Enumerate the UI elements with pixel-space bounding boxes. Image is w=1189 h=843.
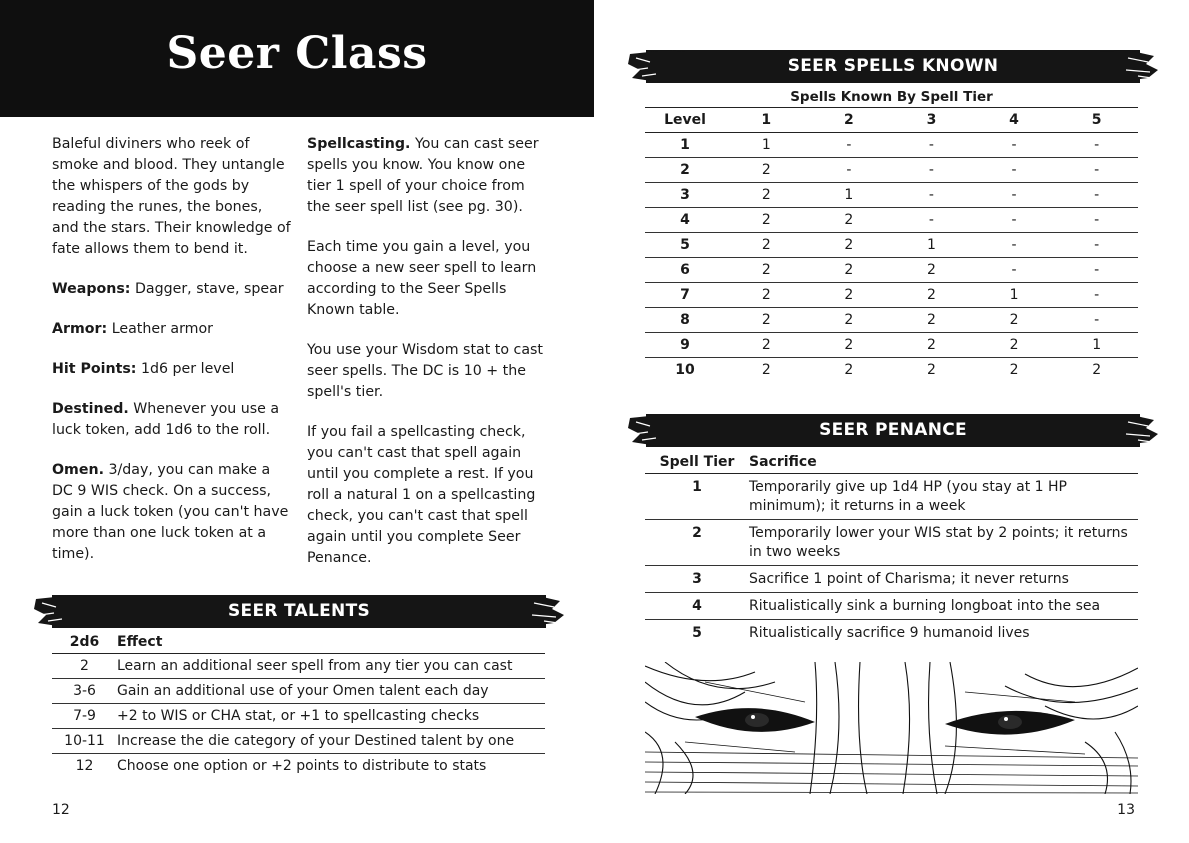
level-cell: 6 [645, 258, 725, 283]
penance-banner [628, 414, 1158, 447]
destined-entry [52, 399, 292, 441]
spell-count-cell: 1 [1055, 333, 1138, 358]
tier-column-header: Spell Tier [645, 450, 749, 474]
wisdom-paragraph: You use your Wisdom stat to cast seer spells. The DC is 10 + the spell's tier. [307, 342, 543, 400]
roll-column-header: 2d6 [52, 631, 117, 654]
tier-column-header: 5 [1055, 108, 1138, 133]
spell-count-cell: - [973, 258, 1056, 283]
sacrifice-cell: Sacrifice 1 point of Charisma; it never returns [749, 566, 1138, 593]
spell-count-cell: - [890, 158, 973, 183]
hit-points-text: 1d6 per level [140, 361, 235, 377]
destined-text: Whenever you use a luck token, add 1d6 to the roll. [52, 401, 280, 438]
effect-cell: Gain an additional use of your Omen talent each day [117, 679, 545, 704]
table-row [645, 566, 1138, 593]
level-cell: 3 [645, 183, 725, 208]
table-row [645, 208, 1138, 233]
level-up-paragraph: Each time you gain a level, you choose a new seer spell to learn according to the Seer Spells Known table. [307, 239, 537, 318]
level-cell: 4 [645, 208, 725, 233]
spells-known-table [645, 87, 1138, 382]
tier-column-header: 3 [890, 108, 973, 133]
class-description: Baleful diviners who reek of smoke and blood. They untangle the whispers of the gods by reading the runes, the bones, and the stars. Their knowledge of fate allows them to bend it. [52, 136, 291, 257]
left-page [0, 0, 594, 843]
spell-count-cell: - [973, 233, 1056, 258]
failure-paragraph: If you fail a spellcasting check, you can't cast that spell again until you complete a rest. If you roll a natural 1 on a spellcasting check, you can't cast that spell again until you complete Seer Penance. [307, 424, 536, 566]
page-number-right: 13 [1117, 802, 1135, 818]
talents-table [52, 631, 545, 778]
tier-cell: 5 [692, 625, 702, 641]
weapons-text: Dagger, stave, spear [134, 281, 284, 297]
table-row [52, 704, 545, 729]
table-header-row [52, 631, 545, 654]
seer-eyes-illustration [645, 662, 1138, 794]
roll-cell: 2 [52, 654, 117, 679]
table-row [645, 308, 1138, 333]
spell-count-cell: 2 [973, 308, 1056, 333]
table-row [645, 333, 1138, 358]
spells-known-banner [628, 50, 1158, 83]
tier-column-header: 4 [973, 108, 1056, 133]
table-row [645, 283, 1138, 308]
table-row [645, 620, 1138, 647]
spells-known-caption: Spells Known By Spell Tier [645, 87, 1138, 108]
table-row [52, 754, 545, 779]
spell-count-cell: 2 [890, 333, 973, 358]
spell-count-cell: - [890, 183, 973, 208]
spell-count-cell: - [808, 158, 891, 183]
spells-known-heading: SEER SPELLS KNOWN [787, 56, 999, 76]
hit-points-label: Hit Points: [52, 361, 137, 377]
spell-count-cell: - [1055, 283, 1138, 308]
spell-count-cell: 2 [808, 233, 891, 258]
spell-count-cell: 2 [725, 258, 808, 283]
talents-banner [34, 595, 564, 628]
spellcasting-column [307, 134, 545, 588]
spell-count-cell: 1 [973, 283, 1056, 308]
table-row [645, 133, 1138, 158]
table-row [645, 474, 1138, 520]
spell-count-cell: 2 [890, 258, 973, 283]
table-row [645, 258, 1138, 283]
weapons-entry [52, 279, 292, 300]
table-row [645, 358, 1138, 383]
omen-text: 3/day, you can make a DC 9 WIS check. On a success, gain a luck token (you can't have more than one luck token at a time). [52, 462, 289, 562]
effect-cell: Choose one option or +2 points to distribute to stats [117, 758, 487, 774]
spell-count-cell: - [973, 183, 1056, 208]
level-cell: 2 [645, 158, 725, 183]
spell-count-cell: 1 [808, 183, 891, 208]
roll-cell: 12 [75, 758, 94, 774]
sacrifice-cell: Temporarily lower your WIS stat by 2 points; it returns in two weeks [749, 520, 1138, 566]
table-row [645, 158, 1138, 183]
roll-cell: 3-6 [52, 679, 117, 704]
armor-entry [52, 319, 292, 340]
talents-heading: SEER TALENTS [227, 601, 371, 621]
spell-count-cell: 2 [725, 208, 808, 233]
spell-count-cell: - [973, 133, 1056, 158]
spellcasting-entry [307, 134, 545, 218]
spell-count-cell: 2 [808, 333, 891, 358]
spell-count-cell: - [808, 133, 891, 158]
destined-label: Destined. [52, 401, 129, 417]
effect-cell: Increase the die category of your Destined talent by one [117, 729, 545, 754]
spellcasting-text: You can cast seer spells you know. You know one tier 1 spell of your choice from the seer spell list (see pg. 30). [307, 136, 539, 215]
tier-column-header: 1 [725, 108, 808, 133]
spell-count-cell: 2 [926, 362, 936, 378]
level-cell: 9 [645, 333, 725, 358]
spell-count-cell: - [1055, 233, 1138, 258]
table-row [52, 654, 545, 679]
table-row [645, 520, 1138, 566]
title-banner [0, 0, 594, 117]
spell-count-cell: 2 [1009, 362, 1019, 378]
tier-cell: 1 [645, 474, 749, 520]
spell-count-cell: 2 [725, 158, 808, 183]
table-row [645, 593, 1138, 620]
intro-column [52, 134, 292, 584]
spell-count-cell: 2 [725, 333, 808, 358]
spell-count-cell: - [1055, 183, 1138, 208]
spell-count-cell: 2 [808, 308, 891, 333]
armor-text: Leather armor [111, 321, 214, 337]
spell-count-cell: 2 [808, 283, 891, 308]
spell-count-cell: - [890, 133, 973, 158]
spell-count-cell: - [1055, 158, 1138, 183]
spell-count-cell: 2 [890, 283, 973, 308]
hit-points-entry [52, 359, 292, 380]
spell-count-cell: - [973, 208, 1056, 233]
armor-label: Armor: [52, 321, 108, 337]
spell-count-cell: - [1055, 208, 1138, 233]
spell-count-cell: 2 [725, 308, 808, 333]
level-cell: 7 [645, 283, 725, 308]
spell-count-cell: 2 [808, 208, 891, 233]
table-header-row [645, 108, 1138, 133]
spell-count-cell: 2 [890, 308, 973, 333]
spell-count-cell: - [1055, 308, 1138, 333]
tier-cell: 4 [645, 593, 749, 620]
level-cell: 10 [675, 362, 695, 378]
table-header-row [645, 450, 1138, 474]
page-title: Seer Class [166, 28, 428, 79]
penance-heading: SEER PENANCE [819, 420, 967, 440]
table-row [645, 183, 1138, 208]
spell-count-cell: 2 [725, 283, 808, 308]
effect-column-header: Effect [117, 631, 545, 654]
weapons-label: Weapons: [52, 281, 131, 297]
tier-column-header: 2 [808, 108, 891, 133]
level-cell: 5 [645, 233, 725, 258]
spell-count-cell: 2 [725, 183, 808, 208]
spell-count-cell: 2 [761, 362, 771, 378]
page-number-left: 12 [52, 802, 70, 818]
penance-table [645, 450, 1138, 646]
spell-count-cell: - [890, 208, 973, 233]
sacrifice-column-header: Sacrifice [749, 450, 1138, 474]
spell-count-cell: 1 [725, 133, 808, 158]
level-column-header: Level [645, 108, 725, 133]
spell-count-cell: - [1055, 133, 1138, 158]
spell-count-cell: 2 [844, 362, 854, 378]
spell-count-cell: 2 [808, 258, 891, 283]
sacrifice-cell: Ritualistically sink a burning longboat into the sea [749, 593, 1138, 620]
spell-count-cell: - [973, 158, 1056, 183]
table-row [645, 233, 1138, 258]
effect-cell: Learn an additional seer spell from any tier you can cast [117, 654, 545, 679]
roll-cell: 7-9 [52, 704, 117, 729]
spell-count-cell: - [1055, 258, 1138, 283]
spell-count-cell: 2 [973, 333, 1056, 358]
level-cell: 1 [645, 133, 725, 158]
sacrifice-cell: Temporarily give up 1d4 HP (you stay at 1 HP minimum); it returns in a week [749, 474, 1138, 520]
tier-cell: 3 [645, 566, 749, 593]
level-cell: 8 [645, 308, 725, 333]
omen-label: Omen. [52, 462, 104, 478]
spells-known-body [645, 133, 1138, 383]
table-row [52, 729, 545, 754]
table-row [52, 679, 545, 704]
tier-cell: 2 [645, 520, 749, 566]
spell-count-cell: 1 [890, 233, 973, 258]
sacrifice-cell: Ritualistically sacrifice 9 humanoid lives [749, 625, 1030, 641]
effect-cell: +2 to WIS or CHA stat, or +1 to spellcasting checks [117, 704, 545, 729]
spell-count-cell: 2 [1092, 362, 1102, 378]
omen-entry [52, 460, 292, 565]
spellcasting-label: Spellcasting. [307, 136, 411, 152]
roll-cell: 10-11 [52, 729, 117, 754]
spell-count-cell: 2 [725, 233, 808, 258]
